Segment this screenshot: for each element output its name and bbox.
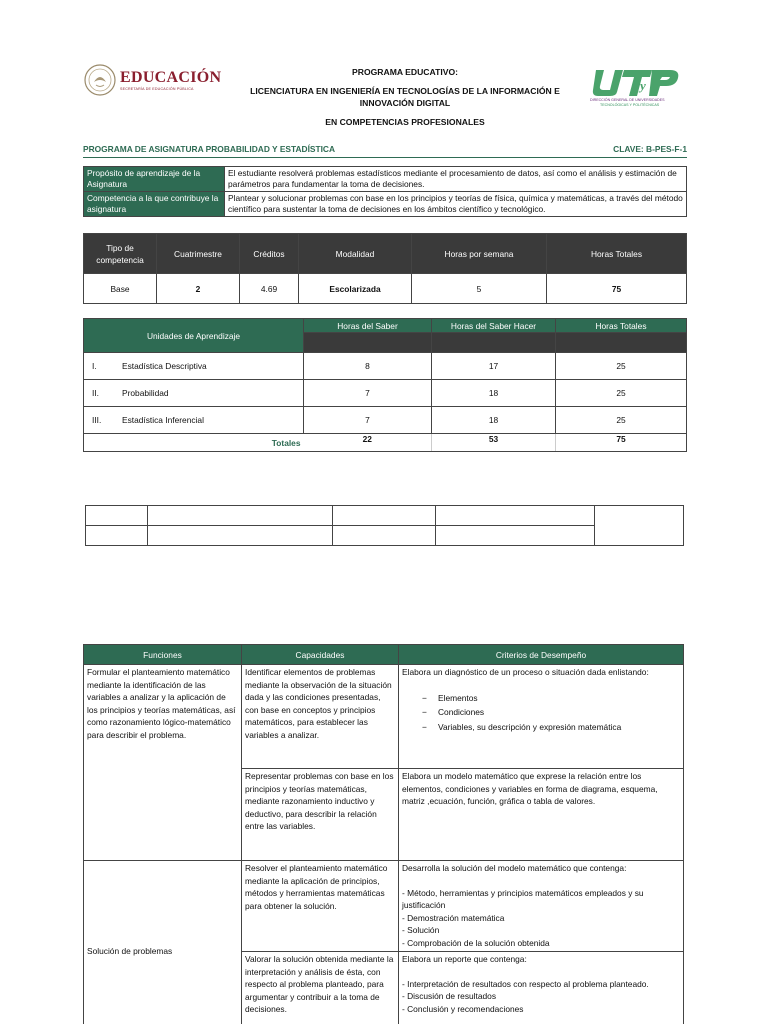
table-row: [86, 526, 684, 546]
unit-hacer: 18: [432, 407, 556, 434]
value-tipo: Base: [84, 274, 157, 304]
program-label: PROGRAMA EDUCATIVO:: [352, 67, 458, 77]
empty-cell: [86, 506, 148, 526]
purpose-text: El estudiante resolverá problemas estadísticos mediante el procesamiento de datos, así como el análisis y estimación de parámetros para fundamentar la toma de decisiones.: [225, 167, 687, 192]
function-cell: Formular el planteamiento matemático mediante la identificación de las variables a analizar y la aplicación de los principios y teorías matemáticas, así como razonamiento lógico-matemático para describir el problema.: [84, 665, 242, 861]
unit-total: 25: [556, 407, 687, 434]
unit-name: Probabilidad: [122, 388, 169, 398]
header-criterios: Criterios de Desempeño: [399, 645, 684, 665]
header-tipo: Tipo de competencia: [84, 234, 157, 274]
totals-saber: 22: [304, 434, 432, 452]
unit-name: Estadística Inferencial: [122, 415, 204, 425]
header-capacidades: Capacidades: [242, 645, 399, 665]
table-row: [84, 861, 684, 952]
criteria-cell: [399, 952, 684, 1024]
value-modalidad: Escolarizada: [299, 274, 412, 304]
purpose-label: Propósito de aprendizaje de la Asignatura: [84, 167, 225, 192]
sep-logo: [84, 62, 234, 98]
table-row: [84, 353, 687, 380]
table-row: [84, 274, 687, 304]
purpose-table: [83, 166, 687, 217]
unit-hacer: 18: [432, 380, 556, 407]
header-funciones: Funciones: [84, 645, 242, 665]
criteria-intro: Desarrolla la solución del modelo matemático que contenga:: [402, 863, 627, 873]
empty-cell: [333, 526, 436, 546]
header-blank: [432, 333, 556, 353]
logo-title: EDUCACIÓN: [120, 69, 222, 86]
table-row: [84, 380, 687, 407]
capacity-cell: Valorar la solución obtenida mediante la interpretación y análisis de ésta, con respecto al problema planteado, para argumentar y contribuir a la toma de decisiones.: [242, 952, 399, 1024]
unit-number: III.: [92, 415, 102, 425]
unit-hacer: 17: [432, 353, 556, 380]
criteria-item: - Método, herramientas y principios matemáticos empleados y su justificación: [402, 887, 644, 911]
units-table: [83, 318, 687, 452]
table-header-row: [84, 319, 687, 333]
header-horas-hacer: Horas del Saber Hacer: [432, 319, 556, 333]
unit-cell: [84, 353, 304, 380]
utp-subtitle-1: DIRECCIÓN GENERAL DE UNIVERSIDADES: [590, 98, 665, 102]
empty-cell: [595, 506, 684, 546]
empty-table: [85, 505, 684, 546]
criteria-intro: Elabora un reporte que contenga:: [402, 954, 527, 964]
program-name-line1: LICENCIATURA EN INGENIERÍA EN TECNOLOGÍAS DE LA INFORMACIÓN E: [250, 86, 560, 96]
criteria-item: Condiciones: [438, 707, 485, 718]
table-header-row: [84, 645, 684, 665]
table-row: [84, 167, 687, 192]
unit-saber: 8: [304, 353, 432, 380]
competence-text: Plantear y solucionar problemas con base en los principios y teorías de física, química y matemáticas, a través del método científico para sustentar la toma de decisiones en los ámbitos científico y tecnológico.: [225, 192, 687, 217]
list-item: − Elementos: [422, 692, 478, 703]
national-seal-icon: [84, 64, 116, 96]
empty-cell: [148, 506, 333, 526]
empty-cell: [86, 526, 148, 546]
criteria-cell: Elabora un modelo matemático que exprese la relación entre los elementos, condiciones y variables en forma de diagrama, esquema, matriz ,ecuación, función, gráfica o tabla de valores.: [399, 769, 684, 861]
empty-cell: [333, 506, 436, 526]
value-cuatrimestre: 2: [157, 274, 240, 304]
value-creditos: 4.69: [240, 274, 299, 304]
criteria-cell: [399, 861, 684, 952]
totals-label: Totales: [84, 434, 304, 452]
criteria-item: Elementos: [438, 692, 478, 703]
header-horas-saber: Horas del Saber: [304, 319, 432, 333]
unit-saber: 7: [304, 380, 432, 407]
unit-total: 25: [556, 353, 687, 380]
competence-label: Competencia a la que contribuye la asignatura: [84, 192, 225, 217]
criteria-list: [402, 691, 680, 735]
list-item: − Condiciones: [422, 707, 485, 718]
function-cell: Solución de problemas: [84, 861, 242, 1024]
criteria-item: - Comprobación de la solución obtenida: [402, 937, 550, 948]
table-row: [84, 407, 687, 434]
unit-saber: 7: [304, 407, 432, 434]
table-row: [84, 665, 684, 769]
header-unidades: Unidades de Aprendizaje: [84, 319, 304, 353]
criteria-item: - Solución: [402, 925, 440, 936]
utp-logo: [590, 66, 686, 116]
totals-total: 75: [556, 434, 687, 452]
criteria-item: Variables, su descripción y expresión matemática: [438, 721, 622, 732]
value-horas-semana: 5: [412, 274, 547, 304]
unit-total: 25: [556, 380, 687, 407]
capacity-cell: Resolver el planteamiento matemático mediante la aplicación de principios, métodos y herramientas matemáticas para obtener la solución.: [242, 861, 399, 952]
header-modalidad: Modalidad: [299, 234, 412, 274]
unit-name: Estadística Descriptiva: [122, 361, 207, 371]
header-horas-totales: Horas Totales: [556, 319, 687, 333]
utp-subtitle-2: TECNOLÓGICAS Y POLITÉCNICAS: [600, 103, 660, 107]
totals-row: [84, 434, 687, 452]
logo-subtitle: SECRETARÍA DE EDUCACIÓN PÚBLICA: [120, 87, 194, 91]
unit-number: II.: [92, 388, 99, 398]
program-header: [240, 66, 570, 128]
subject-clave: CLAVE: B-PES-F-1: [613, 144, 687, 154]
program-name-line2: INNOVACIÓN DIGITAL: [359, 98, 451, 108]
empty-cell: [436, 526, 595, 546]
capacity-cell: Representar problemas con base en los principios y teorías matemáticas, mediante razonamiento inductivo y deductivo, para describir la relación entre las variables.: [242, 769, 399, 861]
header-cuatrimestre: Cuatrimestre: [157, 234, 240, 274]
program-mode: EN COMPETENCIAS PROFESIONALES: [325, 117, 485, 127]
value-horas-totales: 75: [547, 274, 687, 304]
empty-cell: [436, 506, 595, 526]
list-item: − Variables, su descripción y expresión matemática: [422, 721, 622, 732]
criteria-cell: [399, 665, 684, 769]
table-row: [86, 506, 684, 526]
utp-y-letter: y: [640, 78, 646, 93]
subject-title: PROGRAMA DE ASIGNATURA PROBABILIDAD Y ESTADÍSTICA: [83, 144, 336, 154]
unit-cell: [84, 380, 304, 407]
utp-logo-icon: [590, 66, 686, 98]
header-creditos: Créditos: [240, 234, 299, 274]
unit-number: I.: [92, 361, 97, 371]
header-horas-semana: Horas por semana: [412, 234, 547, 274]
table-row: [84, 192, 687, 217]
header-blank: [304, 333, 432, 353]
criteria-item: - Interpretación de resultados con respecto al problema planteado.: [402, 978, 649, 989]
subject-bar: [83, 144, 687, 158]
capacity-cell: Identificar elementos de problemas mediante la observación de la situación dada y las condiciones presentadas, con base en conceptos y principios matemáticos, para establecer las variables a analizar.: [242, 665, 399, 769]
credits-table: [83, 233, 687, 304]
unit-cell: [84, 407, 304, 434]
table-header-row: [84, 234, 687, 274]
header-horas-totales: Horas Totales: [547, 234, 687, 274]
empty-cell: [148, 526, 333, 546]
criteria-item: - Conclusión y recomendaciones: [402, 1003, 524, 1014]
criteria-item: - Discusión de resultados: [402, 991, 497, 1002]
criteria-item: - Demostración matemática: [402, 912, 505, 923]
competencies-table: [83, 644, 684, 1024]
totals-hacer: 53: [432, 434, 556, 452]
header-blank: [556, 333, 687, 353]
criteria-intro: Elabora un diagnóstico de un proceso o situación dada enlistando:: [402, 667, 649, 677]
